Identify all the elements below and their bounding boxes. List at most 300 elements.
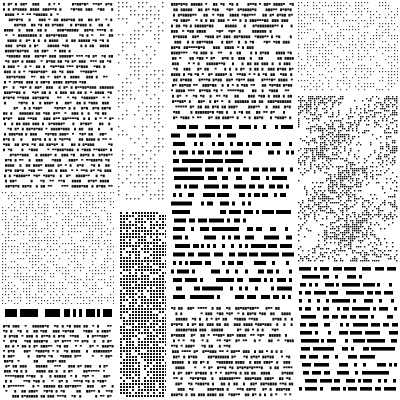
text-glyph [262,168,265,172]
grid-dot [126,278,128,280]
text-glyph [81,128,83,131]
text-glyph [44,97,46,99]
grid-dot [110,222,111,223]
text-glyph [223,193,226,197]
grid-dot [104,258,105,259]
text-glyph [40,350,42,353]
text-glyph [45,345,47,348]
text-glyph [227,134,230,138]
text-glyph [252,278,255,282]
grid-dot [153,395,155,397]
text-glyph [177,202,180,206]
left-bottom-grid [2,192,114,304]
grid-dot [150,248,152,250]
grid-dot [144,383,146,385]
text-glyph [184,68,186,71]
text-glyph [190,295,193,299]
text-glyph [264,393,266,396]
grid-dot [162,386,164,388]
text-glyph [58,112,60,114]
text-glyph [108,143,110,145]
text-glyph [280,193,283,197]
text-glyph [183,202,186,206]
grid-dot [120,326,122,328]
text-glyph [204,253,207,257]
text-glyph [90,123,92,125]
text-glyph [289,287,292,291]
grid-dot [153,218,155,220]
text-glyph [50,169,52,172]
text-glyph [238,253,241,257]
grid-dot [8,240,9,241]
text-glyph [216,278,219,282]
text-glyph [185,116,187,119]
text-glyph [283,111,285,114]
grid-dot [29,282,30,283]
grid-dot [134,46,135,47]
grid-dot [89,228,90,229]
grid-dot [126,260,128,262]
text-glyph [175,79,177,82]
grid-dot [165,329,166,331]
text-glyph [86,325,88,328]
grid-dot [74,249,75,250]
text-glyph [285,41,287,44]
grid-dot [150,26,151,27]
grid-dot [147,380,149,382]
text-glyph [206,339,208,342]
text-glyph [235,210,238,214]
text-glyph [291,318,293,321]
grid-dot [123,215,125,217]
grid-dot [74,243,75,244]
grid-dot [80,291,81,292]
text-glyph [207,388,209,391]
grid-dot [165,236,166,238]
text-glyph [74,117,76,119]
text-glyph [269,356,271,359]
text-glyph [64,138,66,140]
text-glyph [291,14,293,16]
grid-dot [20,258,21,259]
grid-dot [50,303,51,304]
grid-dot [68,216,69,217]
text-glyph [260,52,262,55]
text-glyph [188,193,191,197]
text-glyph [268,339,270,342]
grid-dot [92,300,93,301]
text-glyph [191,334,193,337]
text-glyph [228,30,230,32]
grid-dot [150,118,151,119]
text-glyph [198,100,200,103]
grid-dot [11,246,12,247]
grid-dot [44,219,45,220]
grid-dot [14,234,15,235]
grid-dot [8,297,9,298]
text-glyph [36,45,38,47]
text-glyph [220,19,222,22]
text-glyph [15,325,17,328]
text-glyph [205,372,207,375]
grid-dot [159,278,161,280]
grid-dot [159,362,161,364]
text-glyph [77,365,79,368]
text-glyph [190,79,192,82]
grid-dot [50,273,51,274]
grid-dot [74,216,75,217]
text-glyph [15,385,17,387]
text-glyph [277,116,279,119]
text-glyph [292,3,294,6]
grid-dot [26,243,27,244]
text-glyph [236,227,239,231]
grid-dot [165,338,166,340]
text-glyph [214,84,216,87]
grid-dot [135,245,137,247]
text-glyph [221,329,223,332]
text-glyph [200,372,202,375]
grid-dot [162,359,164,361]
text-glyph [92,375,94,377]
grid-dot [38,198,39,199]
grid-dot [83,225,84,226]
text-glyph [286,372,288,375]
text-glyph [236,383,238,386]
text-glyph [33,390,35,393]
text-glyph [283,388,285,390]
text-glyph [43,340,45,342]
text-glyph [267,236,270,240]
text-glyph [179,253,182,257]
grid-dot [165,260,166,262]
grid-dot [123,359,125,361]
grid-dot [29,198,30,199]
grid-dot [113,288,114,289]
text-glyph [270,100,272,103]
grid-dot [130,90,131,91]
text-glyph [176,345,178,348]
text-glyph [29,335,31,338]
text-glyph [31,24,33,27]
text-glyph [259,35,261,38]
text-glyph [200,334,202,337]
text-glyph [106,309,109,317]
grid-dot [59,207,60,208]
grid-dot [35,294,36,295]
grid-dot [150,362,152,364]
grid-dot [41,213,42,214]
text-glyph [271,287,274,291]
text-glyph [64,185,66,187]
grid-dot [29,303,30,304]
text-glyph [74,185,76,188]
text-glyph [59,395,61,397]
grid-dot [101,231,102,232]
text-glyph [43,13,45,16]
grid-dot [120,371,122,373]
text-glyph [7,128,9,130]
text-glyph [41,355,43,357]
text-glyph [41,335,43,338]
grid-dot [59,246,60,247]
text-glyph [39,102,41,105]
text-glyph [52,159,54,161]
grid-dot [17,225,18,226]
grid-dot [71,303,72,304]
grid-dot [146,150,147,151]
text-glyph [11,55,13,58]
text-glyph [9,19,11,22]
text-glyph [276,95,278,98]
text-glyph [249,14,251,16]
text-glyph [198,151,201,155]
text-glyph [213,46,215,49]
text-glyph [62,45,64,47]
grid-dot [162,275,164,277]
text-glyph [45,309,48,317]
text-glyph [47,395,49,398]
text-glyph [208,287,211,291]
grid-dot [144,389,146,391]
text-glyph [286,236,289,240]
text-glyph [47,154,49,157]
grid-dot [123,380,125,382]
text-glyph [15,143,17,146]
text-glyph [38,175,40,177]
grid-dot [74,225,75,226]
text-glyph [266,111,268,113]
text-glyph [57,24,59,27]
grid-dot [71,219,72,220]
grid-dot [165,326,166,328]
text-glyph [229,116,231,118]
text-glyph [3,340,5,342]
grid-dot [23,258,24,259]
text-glyph [61,138,63,141]
grid-dot [44,228,45,229]
text-glyph [47,8,49,11]
text-glyph [78,175,80,178]
grid-dot [53,249,54,250]
text-glyph [85,86,87,89]
text-glyph [223,202,226,206]
grid-dot [107,216,108,217]
text-glyph [227,25,229,28]
grid-dot [83,297,84,298]
text-glyph [250,95,252,98]
grid-dot [120,293,122,295]
grid-dot [29,294,30,295]
grid-dot [159,377,161,379]
grid-dot [120,305,122,307]
text-glyph [265,14,267,17]
text-glyph [63,128,65,131]
grid-dot [129,245,131,247]
grid-dot [150,218,152,220]
grid-dot [150,230,152,232]
text-glyph [282,295,285,299]
text-glyph [75,24,77,27]
text-glyph [82,34,84,37]
text-glyph [105,180,107,183]
grid-dot [32,276,33,277]
text-glyph [92,107,94,110]
text-glyph [190,106,192,109]
text-glyph [206,89,208,92]
text-glyph [87,365,89,368]
text-glyph [203,46,205,49]
text-glyph [17,97,19,99]
text-glyph [225,25,227,28]
grid-dot [80,270,81,271]
text-glyph [204,89,206,91]
grid-dot [138,78,139,79]
text-glyph [62,340,64,343]
text-glyph [211,52,213,55]
grid-dot [141,263,143,265]
text-glyph [56,102,58,105]
grid-dot [156,230,158,232]
grid-dot [138,350,140,352]
text-glyph [259,3,261,5]
text-glyph [76,350,78,353]
text-glyph [224,323,226,326]
text-glyph [73,107,75,110]
grid-dot [44,264,45,265]
text-glyph [59,8,61,11]
text-glyph [10,330,12,333]
grid-dot [146,18,147,19]
grid-dot [165,245,166,247]
text-glyph [277,366,279,369]
grid-dot [38,270,39,271]
text-glyph [274,25,276,27]
grid-dot [32,282,33,283]
text-glyph [210,350,212,353]
text-glyph [38,39,40,42]
grid-dot [120,344,122,346]
left-header-glyphs [4,308,114,322]
text-glyph [257,261,260,265]
grid-dot [123,248,125,250]
text-glyph [85,91,87,94]
text-glyph [273,295,276,299]
grid-dot [132,278,134,280]
text-glyph [226,377,228,380]
grid-dot [65,201,66,202]
grid-dot [23,282,24,283]
text-glyph [223,383,225,386]
grid-dot [47,300,48,301]
text-glyph [236,35,238,38]
text-glyph [204,219,207,223]
grid-dot [147,299,149,301]
text-glyph [255,383,257,385]
text-glyph [176,73,178,76]
text-glyph [277,19,279,22]
text-glyph [272,100,274,103]
text-glyph [286,312,288,315]
text-glyph [36,13,38,16]
grid-dot [53,231,54,232]
grid-dot [95,216,96,217]
text-glyph [216,89,218,92]
text-glyph [208,334,210,336]
text-glyph [277,151,280,155]
text-glyph [225,151,228,155]
grid-dot [147,365,149,367]
grid-dot [153,293,155,295]
text-glyph [78,380,80,382]
text-glyph [199,57,201,60]
grid-dot [158,146,159,147]
grid-dot [298,2,299,3]
text-glyph [216,111,218,113]
text-glyph [173,30,175,33]
text-glyph [21,395,23,398]
text-glyph [21,81,23,84]
grid-dot [17,276,18,277]
text-glyph [72,123,74,126]
text-glyph [84,29,86,32]
grid-dot [150,215,152,217]
grid-dot [135,311,137,313]
text-glyph [197,73,199,76]
text-glyph [231,361,233,364]
grid-dot [144,302,146,304]
grid-dot [120,266,122,268]
text-glyph [206,41,208,44]
grid-dot [59,237,60,238]
text-glyph [35,55,37,58]
grid-dot [53,237,54,238]
grid-dot [144,347,146,349]
text-glyph [99,365,101,368]
grid-dot [158,30,159,31]
text-glyph [48,60,50,62]
text-glyph [72,3,74,6]
grid-dot [146,182,147,183]
text-glyph [26,375,28,377]
grid-dot [95,285,96,286]
text-glyph [195,14,197,16]
text-glyph [239,176,242,180]
text-glyph [65,91,67,94]
text-glyph [173,19,175,21]
grid-dot [146,66,147,67]
text-glyph [278,79,280,82]
text-glyph [96,65,98,68]
text-glyph [263,372,265,375]
text-glyph [284,19,286,22]
text-glyph [244,210,247,214]
text-glyph [214,393,216,396]
grid-dot [129,269,131,271]
grid-dot [159,311,161,313]
grid-dot [53,261,54,262]
text-glyph [95,55,97,57]
grid-dot [134,182,135,183]
text-glyph [21,19,23,22]
text-glyph [235,295,238,299]
text-glyph [239,30,241,33]
grid-dot [89,279,90,280]
grid-dot [150,308,152,310]
text-glyph [53,60,55,63]
text-glyph [245,19,247,22]
grid-dot [92,279,93,280]
